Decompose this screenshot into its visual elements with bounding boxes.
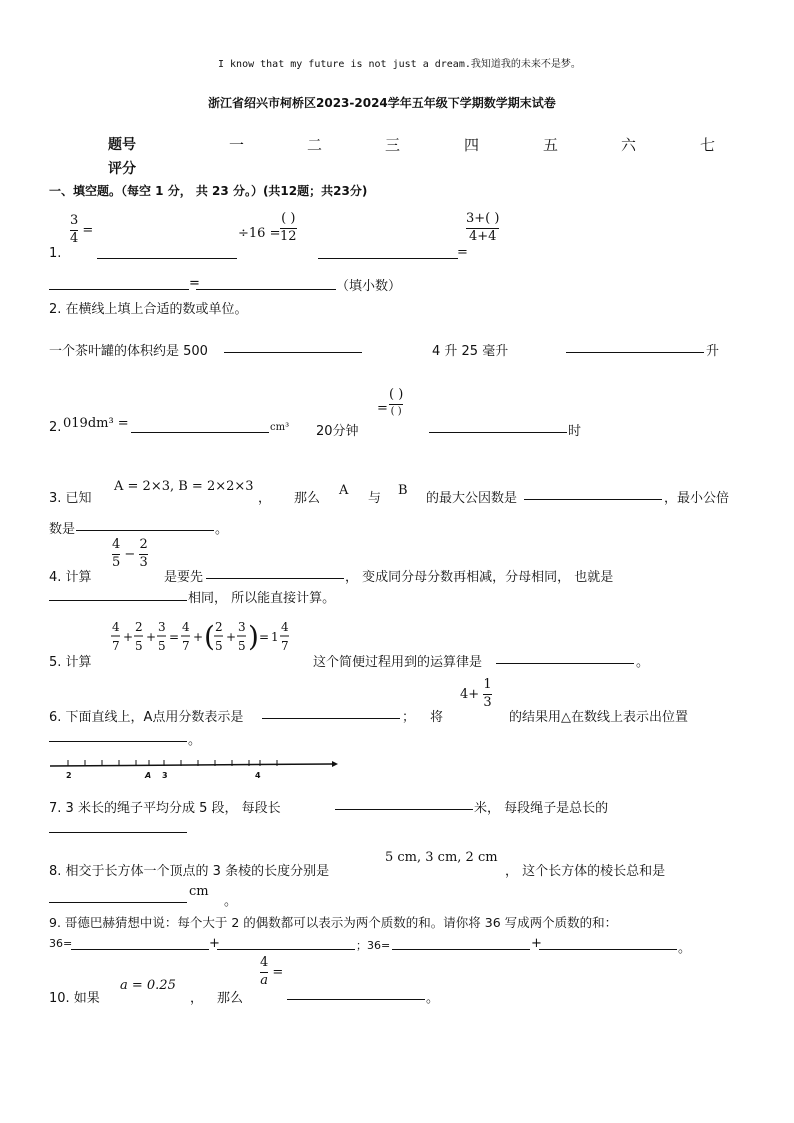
svg-text:5: 5 (158, 639, 166, 653)
number-line-label-2: 2 (66, 771, 72, 780)
q3-then: 那么 (294, 491, 321, 506)
q4-blank-2[interactable] (49, 586, 187, 601)
q4-text3: 相同， 所以能直接计算。 (188, 591, 336, 606)
svg-text:7: 7 (182, 639, 190, 653)
q1-blank-2[interactable] (318, 244, 458, 259)
q9-text: 9. 哥德巴赫猜想中说：每个大于 2 的偶数都可以表示为两个质数的和。请你将 36 写成两个质数的和： (49, 915, 618, 930)
q5-end: 。 (636, 655, 650, 670)
q8-unit: cm (189, 884, 209, 899)
svg-text:2: 2 (135, 620, 143, 634)
q6-semi: ； (402, 710, 416, 725)
q6-blank-1[interactable] (262, 704, 400, 719)
q3-a: A (339, 483, 349, 498)
q2-frac: $\frac{( )}{( )}$ (389, 387, 404, 417)
q1-eq-sign: = (82, 222, 94, 238)
q3-blank-lcm[interactable] (76, 516, 214, 531)
q8-text1: 8. 相交于长方体一个顶点的 3 条棱的长度分别是 (49, 864, 330, 879)
svg-text:1: 1 (271, 630, 279, 644)
q9-end: 。 (678, 941, 692, 956)
q10-then: 那么 (217, 991, 244, 1006)
q4-blank-1[interactable] (206, 564, 344, 579)
q2-line2-number: 2. (49, 420, 62, 435)
svg-text:(: ( (204, 620, 215, 653)
q9-semi: ；36= (356, 939, 391, 952)
q9-plus-2: + (531, 936, 542, 951)
svg-text:7: 7 (281, 639, 289, 653)
q9-a-label: 36= (49, 937, 73, 950)
q2-time: 20分钟 (316, 424, 359, 439)
q1-div16: ÷16 = (238, 226, 281, 241)
q2-line1-right: 升 (706, 344, 720, 359)
number-line-label-a: A (145, 771, 152, 780)
q4-text1: 是要先 (164, 570, 204, 585)
svg-text:=: = (169, 630, 180, 644)
q8-blank[interactable] (49, 888, 187, 903)
q4-fraction-expr: $\frac{4}{5}$ − $\frac{2}{3}$ (112, 537, 148, 570)
q4-number: 4. 计算 (49, 570, 92, 585)
svg-text:4: 4 (182, 620, 190, 634)
q6-number-line (48, 756, 338, 782)
q2-blank-2[interactable] (566, 338, 704, 353)
svg-text:5: 5 (215, 639, 223, 653)
svg-text:+: + (226, 630, 237, 644)
number-line-label-3: 3 (162, 771, 168, 780)
q6-blank-2[interactable] (49, 727, 187, 742)
svg-text:3: 3 (238, 620, 246, 634)
q3-blank-gcd[interactable] (524, 485, 662, 500)
q2-eq: = (377, 401, 388, 416)
q9-blank-4[interactable] (539, 935, 677, 950)
q2-unit-cm3: cm³ (270, 422, 290, 433)
svg-text:=: = (259, 630, 270, 644)
q3-gcd-text: 的最大公因数是 (426, 491, 518, 506)
q1-frac-c: $\frac{3+( )}{4+4}$ (466, 211, 500, 244)
q6-end: 。 (188, 733, 202, 748)
svg-text:5: 5 (135, 639, 143, 653)
q10-comma: ， (190, 991, 204, 1006)
q9-blank-3[interactable] (392, 935, 530, 950)
score-table-row2-label: 评分 (108, 161, 136, 177)
q2-blank-3[interactable] (131, 418, 269, 433)
number-line-arrow (332, 761, 338, 767)
q2-line1-left: 一个茶叶罐的体积约是 500 (49, 344, 208, 359)
score-col-7: 七 (700, 136, 716, 154)
score-col-2: 二 (307, 136, 323, 154)
q1-tail: （填小数） (336, 279, 402, 294)
svg-text:2: 2 (215, 620, 223, 634)
q5-formula (110, 618, 292, 658)
q3-lcm-text: ，最小公倍 (664, 491, 730, 506)
q1-eq-2: = (457, 245, 468, 260)
q2-blank-1[interactable] (224, 338, 362, 353)
q2-blank-4[interactable] (429, 418, 567, 433)
q6-jiang: 将 (430, 710, 444, 725)
q7-text1: 7. 3 米长的绳子平均分成 5 段， 每段长 (49, 801, 281, 816)
number-line-label-4: 4 (255, 771, 261, 780)
q2-volume-expr: 019dm³ = (63, 416, 129, 431)
score-col-1: 一 (229, 136, 245, 154)
q3-end: 。 (215, 522, 229, 537)
q6-text-b: 的结果用△在数线上表示出位置 (509, 710, 688, 725)
score-col-5: 五 (543, 136, 559, 154)
q9-plus-1: + (209, 936, 220, 951)
q3-comma: ， (258, 491, 272, 506)
q2-intro: 2. 在横线上填上合适的数或单位。 (49, 302, 248, 317)
svg-text:3: 3 (158, 620, 166, 634)
q8-end: 。 (224, 894, 238, 909)
q7-blank-1[interactable] (335, 795, 473, 810)
q10-frac: $\frac{4}{a}$ = (260, 955, 284, 988)
q6-text-a: 6. 下面直线上，A点用分数表示是 (49, 710, 244, 725)
q2-tail: 时 (568, 424, 582, 439)
q3-number: 3. 已知 (49, 491, 92, 506)
section-heading: 一、填空题。（每空 1 分， 共 23 分。）(共12题；共23分) (49, 184, 368, 198)
q7-blank-2[interactable] (49, 818, 187, 833)
q4-text2: ， 变成同分母分数再相减，分母相同， 也就是 (345, 570, 614, 585)
q1-blank-4[interactable] (196, 275, 336, 290)
score-col-4: 四 (464, 136, 480, 154)
q5-blank[interactable] (496, 649, 634, 664)
header-motto: I know that my future is not just a dream.我知道我的未来不是梦。 (218, 59, 581, 70)
q2-line1-mid: 4 升 25 毫升 (432, 344, 509, 359)
q10-end: 。 (426, 991, 440, 1006)
q1-number: 1. (49, 246, 62, 261)
q6-mixed-number: 4+ $\frac{1}{3}$ (460, 677, 492, 710)
svg-text:): ) (248, 620, 259, 653)
q5-number: 5. 计算 (49, 655, 92, 670)
svg-text:5: 5 (238, 639, 246, 653)
number-line-axis (50, 764, 332, 766)
q10-expr: a = 0.25 (120, 978, 176, 993)
q3-expr: A = 2×3, B = 2×2×3 (114, 479, 254, 494)
q8-lengths: 5 cm, 3 cm, 2 cm (385, 850, 498, 865)
svg-text:7: 7 (112, 639, 120, 653)
q3-b: B (398, 483, 408, 498)
svg-text:4: 4 (112, 620, 120, 634)
score-table-row1-label: 题号 (108, 137, 136, 153)
q9-blank-2[interactable] (217, 935, 355, 950)
q7-text2: 米， 每段绳子是总长的 (474, 801, 609, 816)
svg-text:4: 4 (281, 620, 289, 634)
svg-text:+: + (146, 630, 157, 644)
q3-line2-start: 数是 (49, 522, 76, 537)
score-col-6: 六 (621, 136, 637, 154)
q3-with: 与 (368, 491, 382, 506)
exam-title: 浙江省绍兴市柯桥区2023-2024学年五年级下学期数学期末试卷 (208, 96, 556, 110)
q1-blank-1[interactable] (97, 244, 237, 259)
q1-eq-3: = (189, 276, 200, 291)
svg-text:+: + (193, 630, 204, 644)
score-col-3: 三 (385, 136, 401, 154)
svg-text:+: + (123, 630, 134, 644)
q9-blank-1[interactable] (71, 935, 209, 950)
q1-blank-3[interactable] (49, 275, 189, 290)
q8-text2: ， 这个长方体的棱长总和是 (505, 864, 666, 879)
q1-frac-b: $\frac{( )}{12}$ (280, 211, 297, 244)
q1-frac-a: $\frac{3}{4}$ = (70, 213, 94, 246)
q10-number: 10. 如果 (49, 991, 100, 1006)
q5-text: 这个简便过程用到的运算律是 (313, 655, 483, 670)
q10-blank[interactable] (287, 985, 425, 1000)
